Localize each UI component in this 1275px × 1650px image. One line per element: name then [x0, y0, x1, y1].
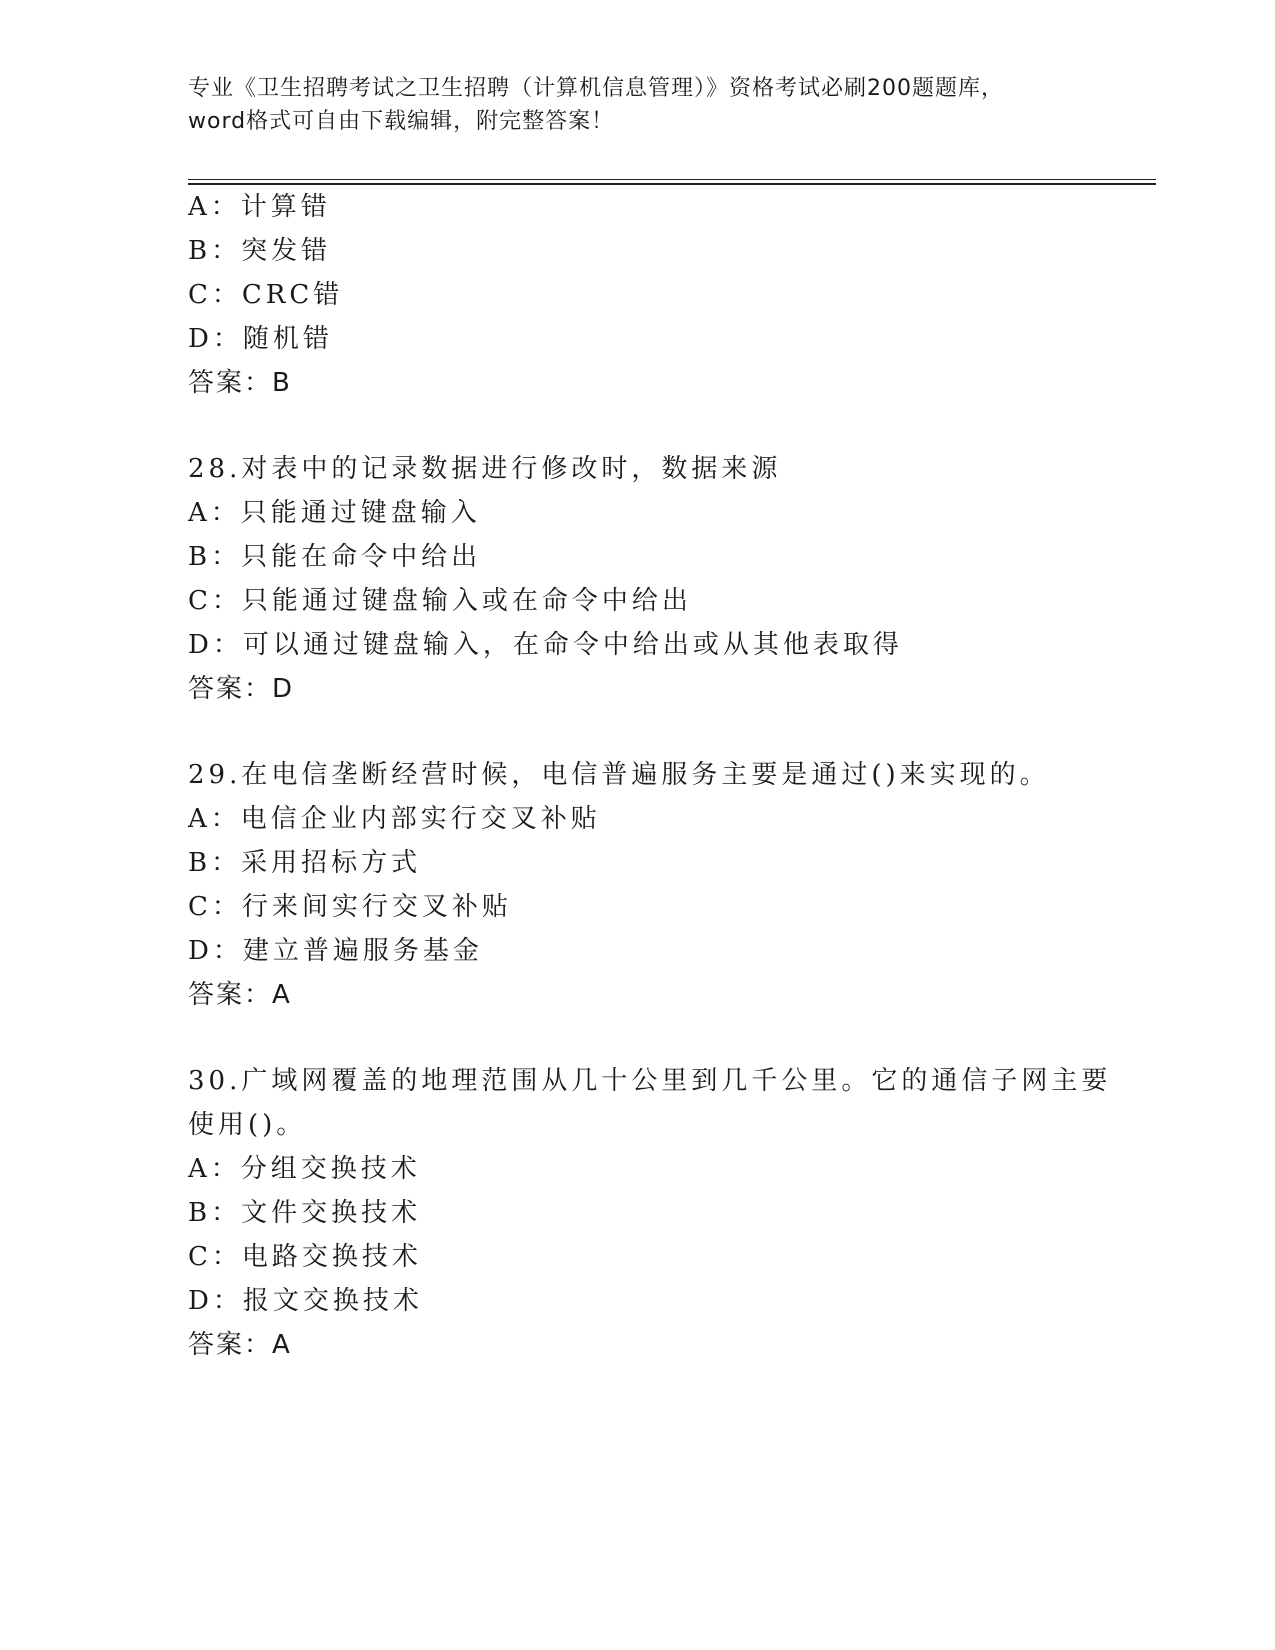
q27-option-b: B：突发错	[188, 236, 332, 266]
q30-option-d: D：报文交换技术	[188, 1286, 423, 1316]
q30-option-a: A：分组交换技术	[188, 1154, 421, 1184]
q29-option-c: C：行来间实行交叉补贴	[188, 892, 512, 922]
q27-answer: 答案：B	[188, 368, 292, 398]
q30-stem-line-1: 30.广域网覆盖的地理范围从几十公里到几千公里。它的通信子网主要	[188, 1066, 1112, 1096]
q29-answer: 答案：A	[188, 980, 292, 1010]
header-line-1: 专业《卫生招聘考试之卫生招聘（计算机信息管理）》资格考试必刷200题题库，	[188, 76, 1004, 101]
q28-option-a: A：只能通过键盘输入	[188, 498, 481, 528]
q30-stem-line-2: 使用()。	[188, 1110, 307, 1140]
q28-option-b: B：只能在命令中给出	[188, 542, 482, 572]
q28-stem: 28.对表中的记录数据进行修改时，数据来源	[188, 454, 782, 484]
header-line-2: word格式可自由下载编辑，附完整答案！	[188, 109, 615, 134]
q29-option-d: D：建立普遍服务基金	[188, 936, 483, 966]
q29-stem: 29.在电信垄断经营时候，电信普遍服务主要是通过()来实现的。	[188, 760, 1050, 790]
q28-answer: 答案：D	[188, 674, 295, 704]
q30-option-c: C：电路交换技术	[188, 1242, 422, 1272]
header-divider-thin	[188, 179, 1156, 180]
q28-option-d: D：可以通过键盘输入，在命令中给出或从其他表取得	[188, 630, 903, 660]
q27-option-d: D：随机错	[188, 324, 333, 354]
q30-option-b: B：文件交换技术	[188, 1198, 422, 1228]
header-divider-thick	[188, 183, 1156, 185]
q28-option-c: C：只能通过键盘输入或在命令中给出	[188, 586, 692, 616]
document-header	[188, 72, 1088, 138]
q27-option-a: A：计算错	[188, 192, 331, 222]
q30-answer: 答案：A	[188, 1330, 292, 1360]
q29-option-a: A：电信企业内部实行交叉补贴	[188, 804, 601, 834]
q27-option-c: C：CRC错	[188, 280, 344, 310]
q29-option-b: B：采用招标方式	[188, 848, 422, 878]
